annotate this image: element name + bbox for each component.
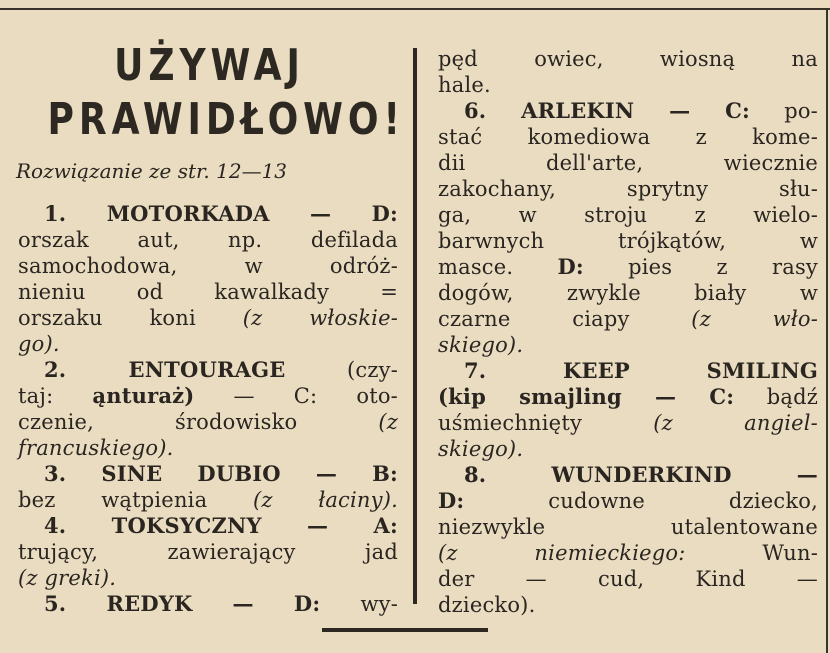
text-segment: trujący, zawierający jad	[18, 540, 398, 564]
text-segment: 8. WUNDERKIND —	[464, 462, 818, 487]
text-line	[438, 514, 818, 540]
text-segment: pęd owiec, wiosną na	[438, 47, 818, 71]
text-line	[438, 72, 818, 98]
text-line	[18, 591, 398, 617]
text-segment: 7. KEEP SMILING	[464, 358, 818, 383]
text-segment: (z angiel-	[653, 411, 818, 435]
text-line	[438, 306, 818, 332]
text-line	[18, 513, 398, 539]
text-line	[18, 305, 398, 331]
text-line	[438, 488, 818, 514]
text-segment: wy-	[360, 592, 398, 616]
text-line	[18, 331, 398, 357]
text-segment: D:	[557, 254, 584, 279]
text-segment: (z włoskie-	[242, 306, 398, 330]
headline-line-1: UŻYWAJ	[114, 40, 305, 91]
text-line	[438, 436, 818, 462]
text-segment: zakochany, sprytny słu-	[438, 177, 818, 201]
text-segment: bądź	[734, 385, 818, 409]
text-line	[18, 565, 398, 591]
text-segment: orszaku koni	[18, 306, 243, 330]
text-line	[438, 176, 818, 202]
text-segment: czenie, środowisko	[18, 410, 379, 434]
text-segment: 2. ENTOURAGE	[44, 357, 286, 382]
text-line	[438, 98, 818, 124]
text-segment: stać komediowa z kome-	[438, 125, 818, 149]
text-line	[438, 384, 818, 410]
text-segment: cudowne dziecko,	[464, 489, 818, 513]
text-segment: bez wątpienia	[18, 488, 253, 512]
text-line	[438, 410, 818, 436]
text-segment: dogów, zwykle biały w	[438, 281, 818, 305]
subtitle: Rozwiązanie ze str. 12—13	[16, 159, 288, 183]
text-line	[18, 201, 398, 227]
text-line	[438, 228, 818, 254]
text-segment: pies z rasy	[583, 255, 818, 279]
column-divider	[413, 48, 417, 604]
text-segment: (kip smajling — C:	[438, 384, 735, 409]
text-line	[438, 202, 818, 228]
text-segment: ga, w stroju z wielo-	[438, 203, 818, 227]
text-line	[18, 539, 398, 565]
text-segment: taj:	[18, 384, 93, 408]
top-border-rule	[0, 8, 830, 10]
text-segment: hale.	[438, 73, 491, 97]
text-segment: (z niemieckiego:	[438, 541, 686, 565]
text-line	[438, 150, 818, 176]
right-column	[438, 46, 818, 618]
text-segment: D:	[438, 488, 465, 513]
right-border-rule	[826, 10, 828, 653]
text-segment: go).	[18, 332, 60, 356]
text-line	[18, 409, 398, 435]
text-segment: 1. MOTORKADA — D:	[44, 201, 398, 226]
text-segment: dziecko).	[438, 593, 536, 617]
text-line	[18, 461, 398, 487]
text-line	[438, 46, 818, 72]
text-line	[438, 280, 818, 306]
text-line	[18, 487, 398, 513]
text-segment: (z łaciny).	[252, 488, 398, 512]
text-line	[18, 227, 398, 253]
text-line	[18, 279, 398, 305]
text-segment: skiego).	[438, 437, 524, 461]
text-segment: der — cud, Kind —	[438, 567, 818, 591]
text-line	[438, 124, 818, 150]
text-line	[438, 254, 818, 280]
text-segment: dii dell'arte, wiecznie	[438, 151, 818, 175]
text-segment: (z greki).	[18, 566, 117, 590]
text-line	[438, 462, 818, 488]
text-segment: samochodowa, w odróż-	[18, 254, 398, 278]
text-segment: 5. REDYK — D:	[44, 591, 361, 616]
text-segment: 3. SINE DUBIO — B:	[44, 461, 398, 486]
text-line	[438, 332, 818, 358]
text-segment: (z	[378, 410, 398, 434]
left-column	[18, 201, 398, 617]
text-segment: — C: oto-	[194, 384, 398, 408]
text-line	[438, 592, 818, 618]
bottom-rule	[322, 628, 488, 632]
text-segment: czarne ciapy	[438, 307, 692, 331]
headline-line-2: PRAWIDŁOWO!	[47, 94, 405, 145]
text-segment: uśmiechnięty	[438, 411, 654, 435]
text-line	[18, 357, 398, 383]
text-segment: po-	[750, 99, 818, 123]
text-segment: orszak aut, np. defilada	[18, 228, 398, 252]
text-segment: barwnych trójkątów, w	[438, 229, 818, 253]
text-line	[438, 566, 818, 592]
text-segment: ąnturaż)	[92, 383, 195, 408]
text-segment: francuskiego).	[18, 436, 174, 460]
text-line	[18, 253, 398, 279]
text-segment: 4. TOKSYCZNY — A:	[44, 513, 398, 538]
text-segment: nieniu od kawalkady =	[18, 280, 398, 304]
text-segment: (z wło-	[691, 307, 819, 331]
text-segment: 6. ARLEKIN — C:	[464, 98, 751, 123]
text-line	[18, 383, 398, 409]
text-segment: Wun-	[685, 541, 818, 565]
text-segment: masce.	[438, 255, 558, 279]
text-segment: skiego).	[438, 333, 524, 357]
text-line	[18, 435, 398, 461]
text-line	[438, 358, 818, 384]
text-line	[438, 540, 818, 566]
text-segment: (czy-	[285, 358, 398, 382]
text-segment: niezwykle utalentowane	[438, 515, 818, 539]
